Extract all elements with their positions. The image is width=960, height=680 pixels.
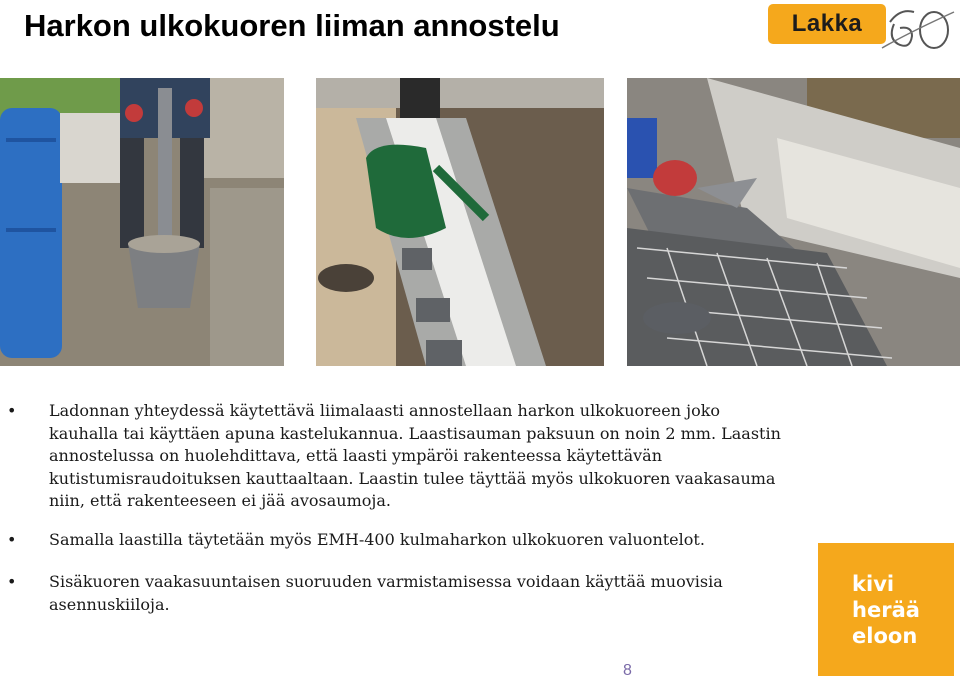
badge-line: eloon (852, 623, 918, 648)
badge-line: herää (852, 597, 920, 622)
mortar-mixing-photo (0, 78, 284, 366)
content-bullet-list (0, 400, 790, 616)
badge-line: kivi (852, 571, 895, 596)
page-number: 8 (623, 662, 632, 679)
lakka-logo-text: Lakka (791, 10, 863, 37)
slide-title: Harkon ulkokuoren liiman annostelu (24, 8, 560, 43)
bullet-item: • Ladonnan yhteydessä käytettävä liimalaasti annostellaan harkon ulkokuoreen joko kauhalla tai käyttäen apuna kastelukannua. Laastisauman paksuun on noin 2 mm. Laastin annostelussa on huolehdittava, että laasti ympäröi rakenteessa käytettävän kutistumisraudoituksen kauttaaltaan. Laastin tulee täyttää myös ulkokuoren vaakasauma niin, että rakenteeseen ei jää avosaumoja. (0, 400, 790, 513)
watering-can-dosing-photo (316, 78, 604, 366)
bullet-item: • Sisäkuoren vaakasuuntaisen suoruuden varmistamisessa voidaan käyttää muovisia asennuskiiloja. (0, 571, 790, 616)
trowel-and-reinforcement-photo (627, 78, 960, 366)
lakka-logo-box (768, 4, 886, 44)
anniversary-50-mark (880, 2, 956, 58)
bullet-item: • Samalla laastilla täytetään myös EMH-400 kulmaharkon ulkokuoren valuontelot. (0, 529, 790, 552)
kivi-heraa-eloon-badge (818, 543, 954, 676)
badge-text (852, 571, 920, 649)
lakka-logo (768, 2, 956, 58)
